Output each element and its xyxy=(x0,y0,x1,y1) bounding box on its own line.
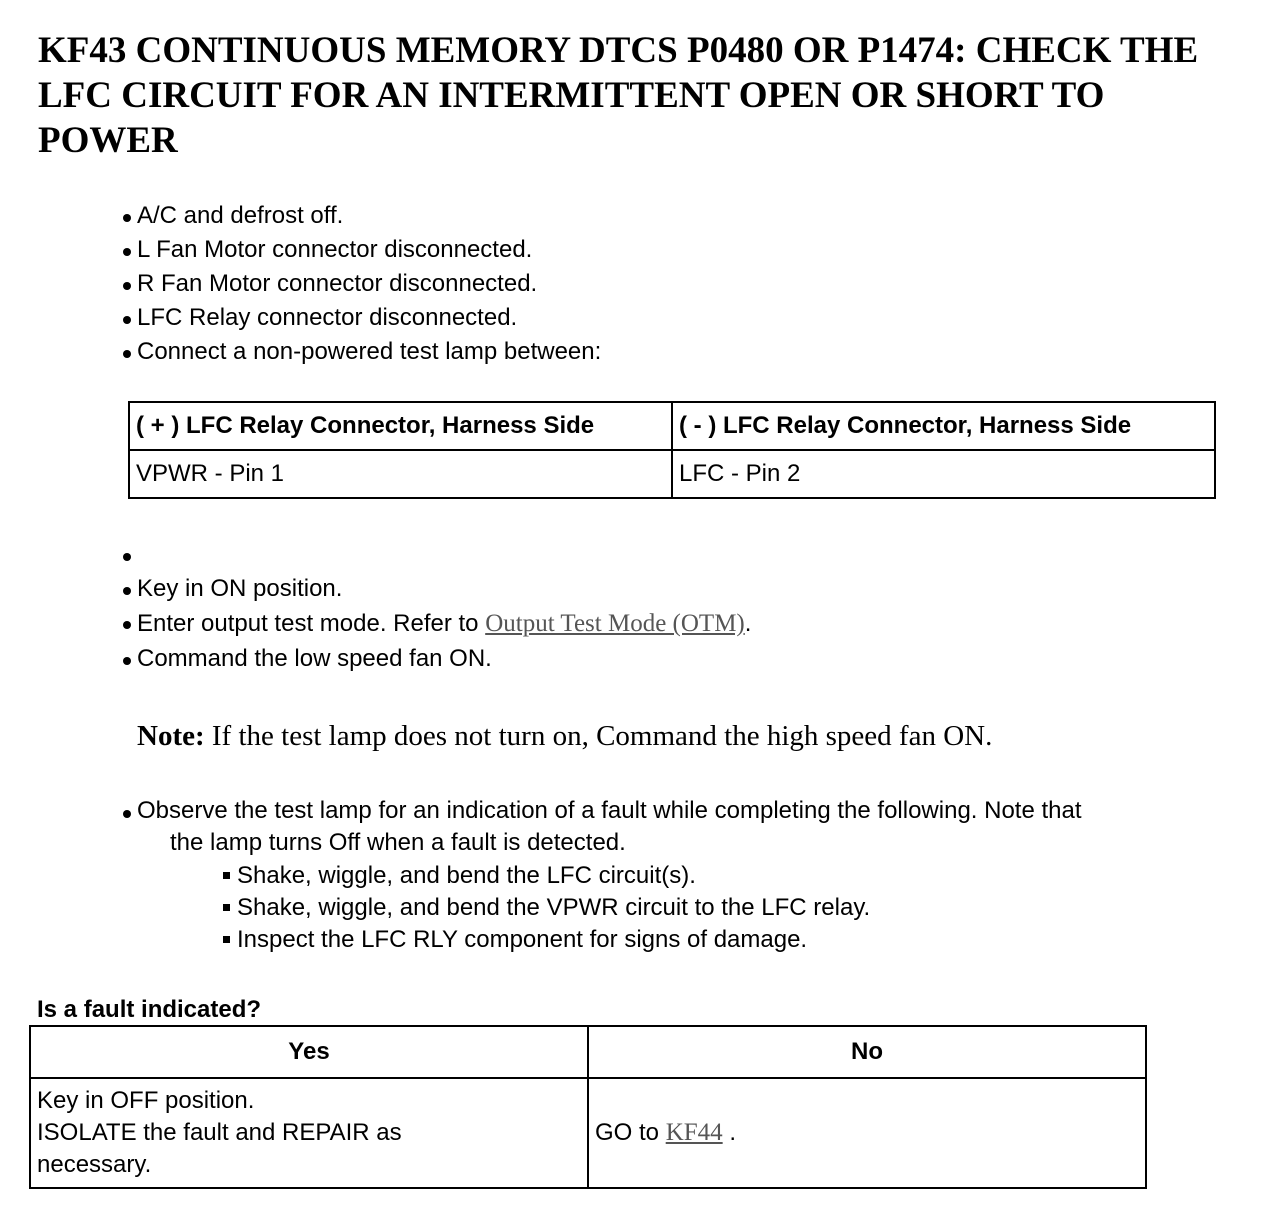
observe-line-1: Observe the test lamp for an indication of a fault while completing the following. Note that xyxy=(137,797,1082,824)
setup-steps-list xyxy=(120,199,601,369)
list-item xyxy=(120,795,1237,859)
yes-line: Key in OFF position. xyxy=(37,1087,255,1114)
note xyxy=(137,716,992,756)
note-label: Note: xyxy=(137,720,205,752)
yes-header: Yes xyxy=(30,1026,588,1078)
list-item-empty xyxy=(120,538,751,572)
otm-prefix: Enter output test mode. Refer to xyxy=(137,610,486,637)
otm-link[interactable]: Output Test Mode (OTM) xyxy=(485,610,745,637)
table-row xyxy=(30,1078,1146,1188)
no-prefix: GO to xyxy=(595,1119,666,1146)
kf44-link[interactable]: KF44 xyxy=(665,1119,723,1146)
table-header-positive: ( + ) LFC Relay Connector, Harness Side xyxy=(129,402,672,450)
list-item: Shake, wiggle, and bend the VPWR circuit to the LFC relay. xyxy=(220,892,870,924)
yes-cell xyxy=(30,1078,588,1188)
test-lamp-table xyxy=(128,401,1216,499)
no-cell xyxy=(588,1078,1146,1188)
list-item: A/C and defrost off. xyxy=(120,199,601,233)
table-header-negative: ( - ) LFC Relay Connector, Harness Side xyxy=(672,402,1215,450)
yes-no-table xyxy=(29,1025,1147,1189)
list-item: Shake, wiggle, and bend the LFC circuit(s). xyxy=(220,860,870,892)
list-item: Command the low speed fan ON. xyxy=(120,642,751,676)
list-item: Key in ON position. xyxy=(120,572,751,606)
list-item xyxy=(120,606,751,642)
yes-line: ISOLATE the fault and REPAIR as xyxy=(37,1119,402,1146)
sub-steps-list xyxy=(220,860,870,956)
table-row xyxy=(129,450,1215,498)
test-steps-list xyxy=(120,538,751,676)
no-suffix: . xyxy=(722,1119,736,1146)
list-item: Connect a non-powered test lamp between: xyxy=(120,335,601,369)
list-item: L Fan Motor connector disconnected. xyxy=(120,233,601,267)
list-item: LFC Relay connector disconnected. xyxy=(120,301,601,335)
note-text: If the test lamp does not turn on, Command the high speed fan ON. xyxy=(204,720,993,752)
otm-suffix: . xyxy=(744,610,752,637)
observe-list xyxy=(120,795,1237,859)
no-header: No xyxy=(588,1026,1146,1078)
yes-line: necessary. xyxy=(37,1151,152,1178)
list-item: Inspect the LFC RLY component for signs of damage. xyxy=(220,924,870,956)
table-cell: VPWR - Pin 1 xyxy=(129,450,672,498)
page-title: KF43 CONTINUOUS MEMORY DTCS P0480 OR P1474: CHECK THE LFC CIRCUIT FOR AN INTERMITTENT OPEN OR SHORT TO POWER xyxy=(38,30,1199,161)
observe-line-2: the lamp turns Off when a fault is detected. xyxy=(170,829,626,856)
list-item: R Fan Motor connector disconnected. xyxy=(120,267,601,301)
question: Is a fault indicated? xyxy=(37,996,262,1023)
table-cell: LFC - Pin 2 xyxy=(672,450,1215,498)
